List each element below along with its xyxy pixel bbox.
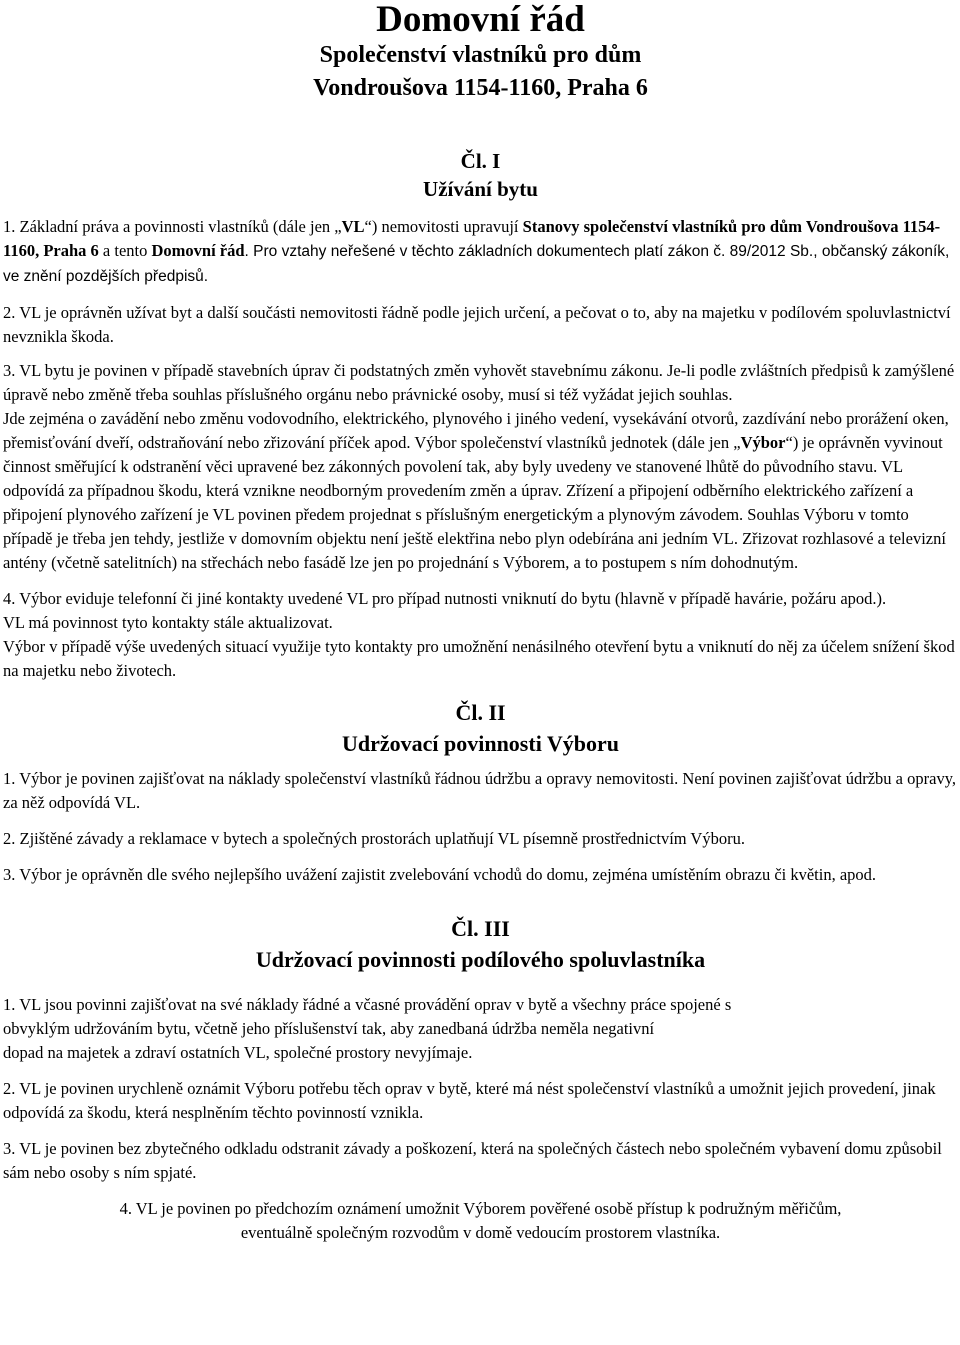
p1-vl-abbrev: VL [341, 217, 365, 236]
document-page [3, 0, 958, 1245]
p1-line-2: obvyklým udržováním bytu, včetně jeho příslušenství tak, aby zanedbaná údržba neměla negativní [3, 1019, 655, 1038]
article-1-paragraph-2: 2. VL je oprávněn užívat byt a další součásti nemovitosti řádně podle jejich určení, a pečovat o to, aby na majetku v podílovém spoluvlastnictví nevznikla škoda. [3, 303, 951, 346]
article-3-paragraph-2: 2. VL je povinen urychleně oznámit Výboru potřebu těch oprav v bytě, které má nést společenství vlastníků a umožnit jejich provedení, jinak odpovídá za škodu, která nesplněním těchto povinností vznikla. [3, 1079, 936, 1122]
document-title: Domovní řád [376, 0, 585, 40]
article-3-paragraph-4 [3, 1197, 958, 1245]
article-2-heading: Udržovací povinnosti Výboru [341, 731, 620, 756]
article-1-paragraph-4-line-3: Výbor v případě výše uvedených situací využije tyto kontakty pro umožnění nenásilného otevření bytu a vniknutí do něj za účelem snížení škod na majetku nebo životech. [3, 637, 955, 680]
p1-text-c: “) nemovitosti upravují [364, 217, 523, 236]
p3-text-c: “) je oprávněn vyvinout činnost směřující k odstranění věci upravené bez zákonných povolení tak, aby byly uvedeny ve stanovené lhůtě do původního stavu. VL odpovídá za případnou škodu, která vznikne neodborným provedením změn a úprav. Zřízení a připojení odběrního elektrického zařízení a připojení plynového zařízení je VL povinen předem projednat s příslušným energetickým a plynovým závodem. Souhlas Výboru v tomto případě je třeba jen tehdy, jestliže v domovním objektu není ještě elektřina nebo plyn odebírána ani jedním VL. Zřizovat rozhlasové a televizní antény (včetně satelitních) na střechách nebo fasádě lze jen po projednání s Výborem, a to postupem s ním dohodnutým. [3, 433, 946, 572]
p4-line-1: 4. VL je povinen po předchozím oznámení umožnit Výborem pověřené osobě přístup k podružným měřičům, [119, 1199, 842, 1218]
p1-domovni-rad-ref: Domovní řád [151, 241, 245, 260]
article-2-number: Čl. II [455, 700, 506, 725]
article-2-paragraph-3: 3. Výbor je oprávněn dle svého nejlepšího uvážení zajistit zvelebování vchodů do domu, zejména umístěním obrazu či květin, apod. [3, 865, 877, 884]
article-3-paragraph-3: 3. VL je povinen bez zbytečného odkladu odstranit závady a poškození, která na společných částech nebo společném vybavení domu způsobil sám nebo osoby s ním spjaté. [3, 1139, 942, 1182]
article-3-number: Čl. III [451, 916, 510, 941]
p3-text-a: Jde zejména o zavádění nebo změnu vodovodního, elektrického, plynového i jiného vedení, vysekávání otvorů, zazdívání nebo prorážení oken, přemisťování dveří, odstraňování nebo zřizování příček apod. Výbor společenství vlastníků jednotek (dále jen „ [3, 409, 949, 452]
document-subtitle-1: Společenství vlastníků pro dům [319, 42, 642, 68]
p4-line-2: eventuálně společným rozvodům v domě vedoucím prostorem vlastníka. [240, 1223, 721, 1242]
article-2-paragraph-2: 2. Zjištěné závady a reklamace v bytech a společných prostorách uplatňují VL písemně prostřednictvím Výboru. [3, 829, 745, 848]
p3-vybor-abbrev: Výbor [740, 433, 786, 452]
article-3-heading: Udržovací povinnosti podílového spoluvlastníka [255, 947, 706, 972]
article-1-paragraph-3: 3. VL bytu je povinen v případě stavebních úprav či podstatných změn vyhovět stavebnímu zákonu. Je-li podle zvláštních předpisů k zamýšlené úpravě nebo změně třeba souhlas příslušného orgánu nebo právnické osoby, musí si též vyžádat jejich souhlas. [3, 361, 955, 404]
p1-text-e: a tento [98, 241, 152, 260]
article-2-paragraph-1: 1. Výbor je povinen zajišťovat na náklady společenství vlastníků řádnou údržbu a opravy nemovitosti. Není povinen zajišťovat údržbu a opravy, za něž odpovídá VL. [3, 769, 956, 812]
p1-line-1: 1. VL jsou povinni zajišťovat na své náklady řádné a včasné provádění oprav v bytě a všechny práce spojené s [3, 995, 732, 1014]
p1-stanovy-ref: Stanovy společenství vlastníků pro dům Vondroušova 1154-1160, Praha 6 [3, 217, 941, 260]
p1-line-3: dopad na majetek a zdraví ostatních VL, společné prostory nevyjímaje. [3, 1043, 473, 1062]
article-1-paragraph-4-line-2: VL má povinnost tyto kontakty stále aktualizovat. [3, 613, 333, 632]
document-subtitle-2: Vondroušova 1154-1160, Praha 6 [313, 75, 648, 101]
p1-text-g: . Pro vztahy neřešené v těchto základních dokumentech platí zákon č. 89/2012 Sb., občanský zákoník, ve znění pozdějších předpisů. [3, 243, 950, 285]
p1-text-a: 1. Základní práva a povinnosti vlastníků (dále jen „ [3, 217, 342, 236]
article-1-paragraph-1 [3, 215, 958, 289]
article-1-paragraph-4: 4. Výbor eviduje telefonní či jiné kontakty uvedené VL pro případ nutnosti vniknutí do bytu (hlavně v případě havárie, požáru apod.). [3, 589, 887, 608]
article-1-heading: Užívání bytu [423, 177, 538, 201]
article-1-number: Čl. I [460, 149, 501, 173]
article-3-paragraph-1 [3, 993, 958, 1065]
article-1-paragraph-3-continued [3, 407, 958, 575]
